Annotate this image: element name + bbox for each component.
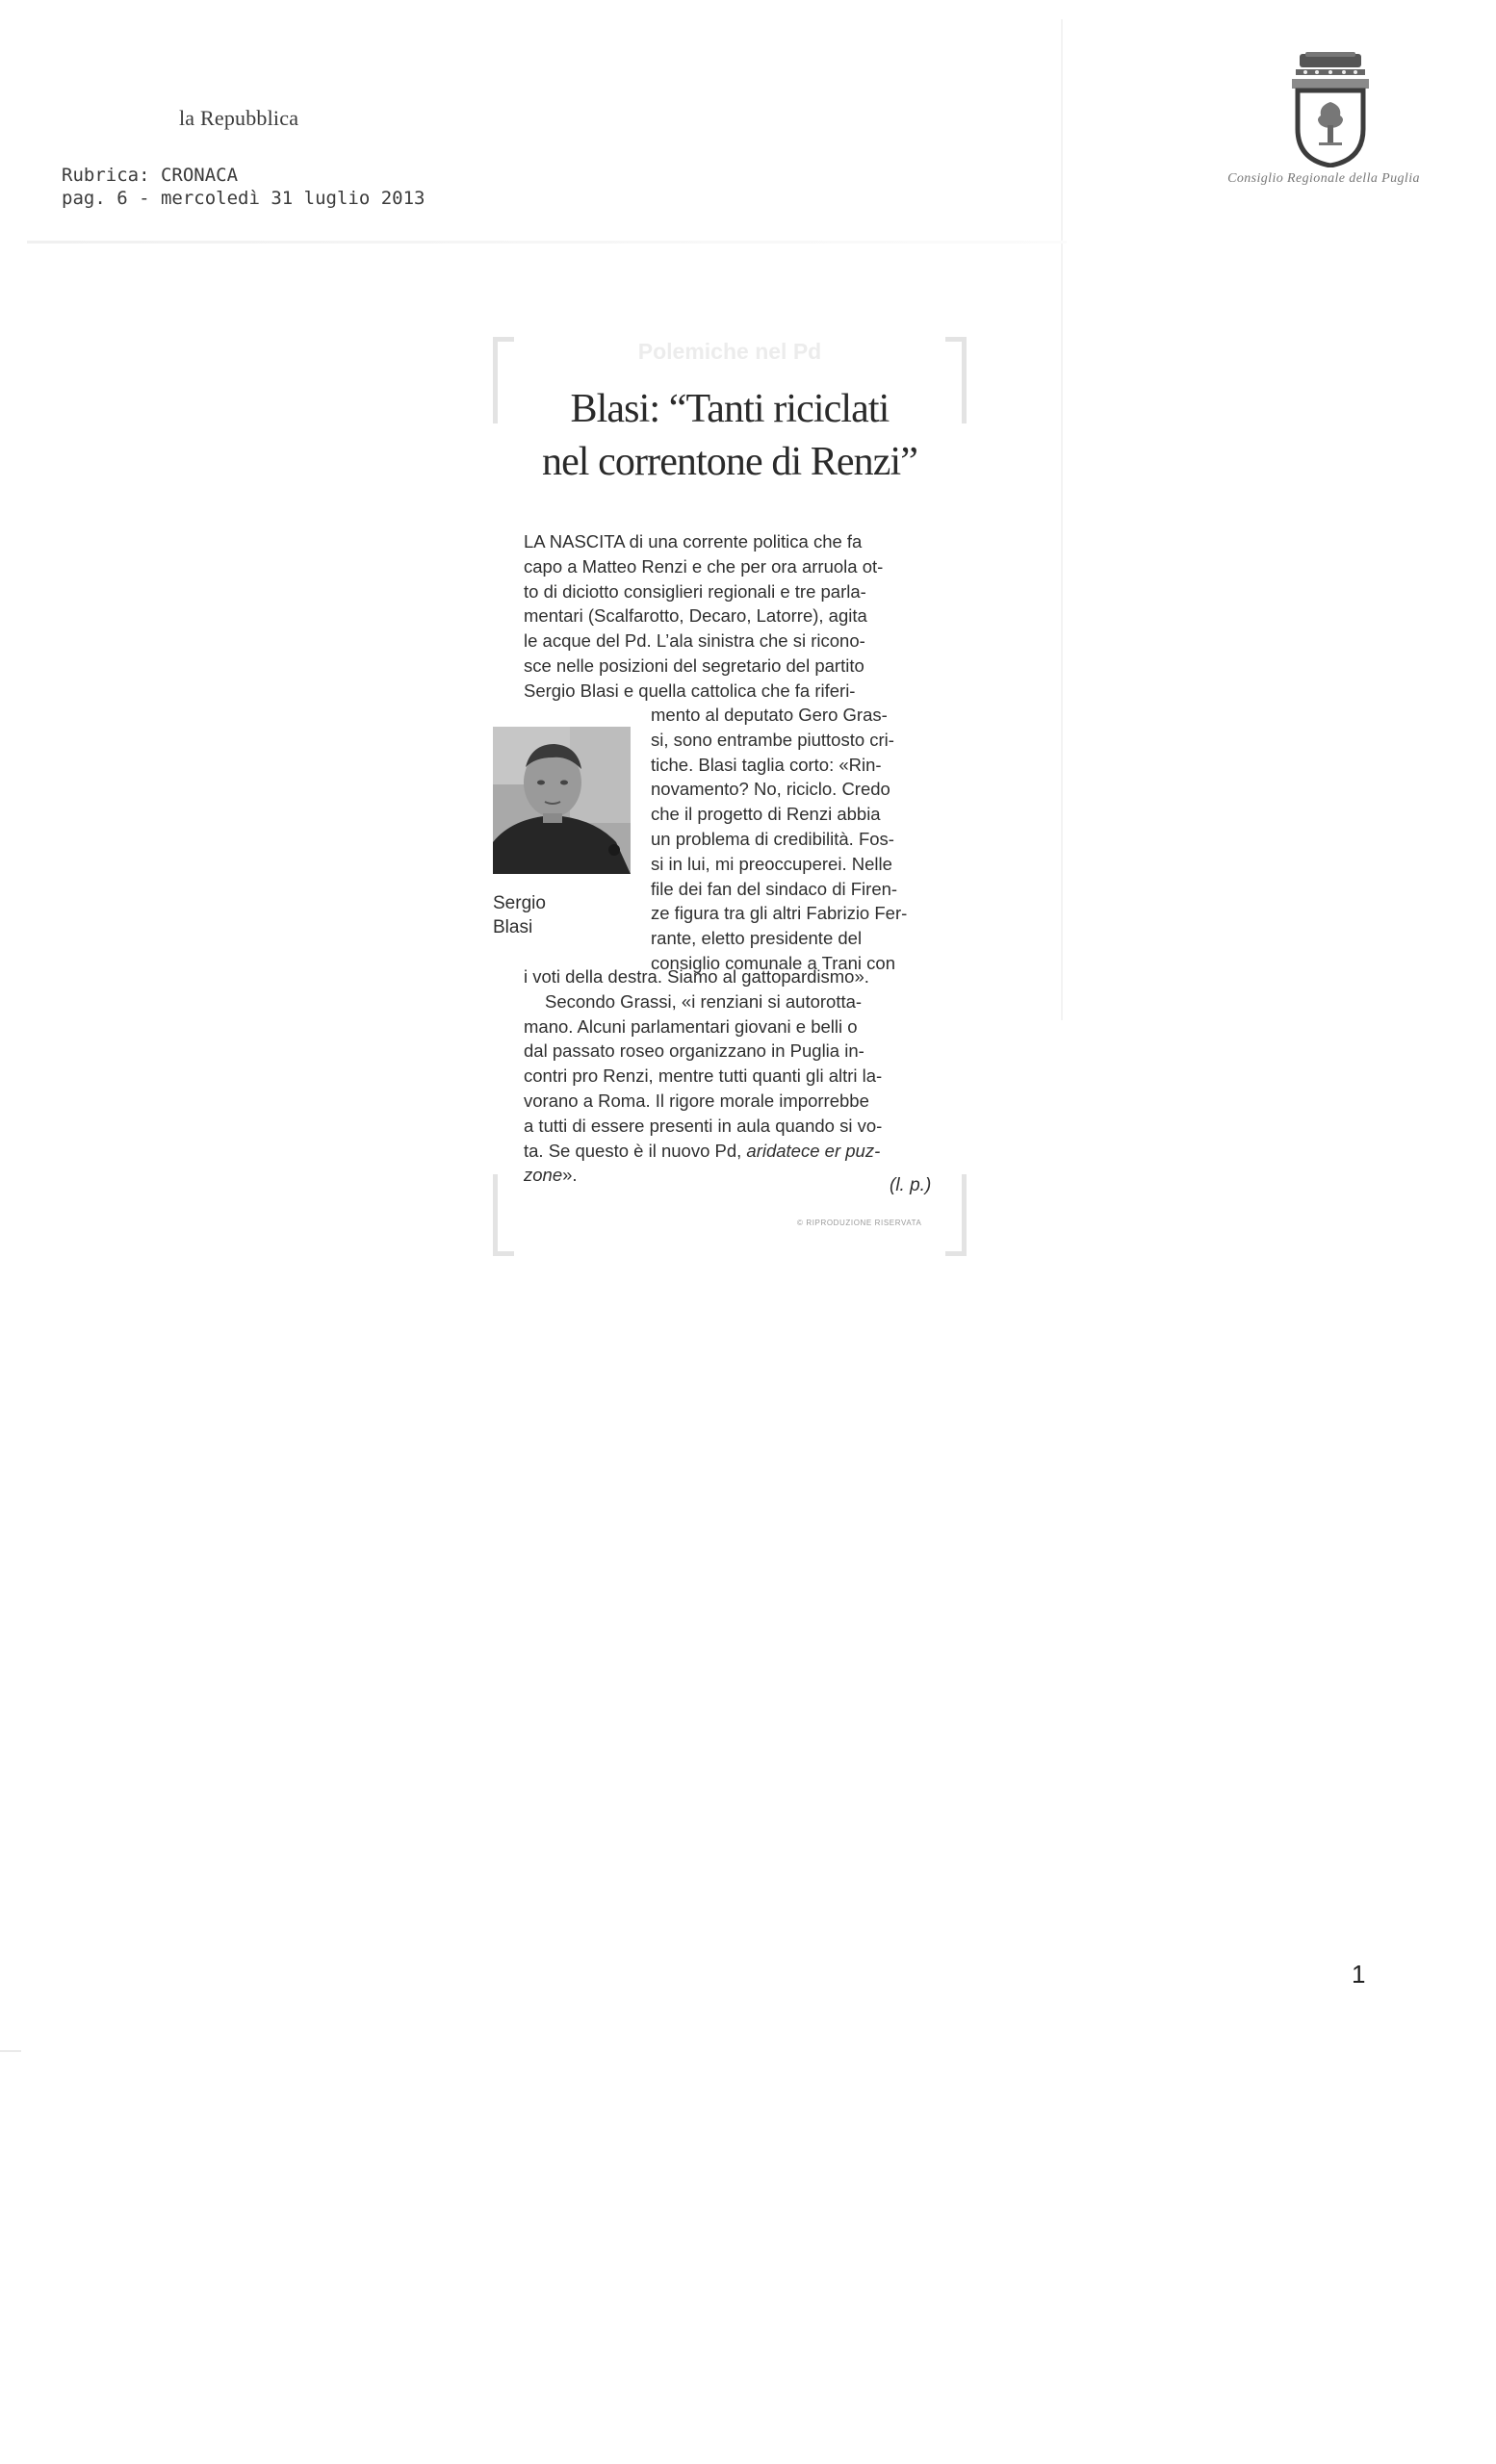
closing-quote: ». [562,1165,578,1186]
body-line: ze figura tra gli altri Fabrizio Fer- [651,903,908,924]
author-signature: (l. p.) [890,1175,932,1195]
body-line: sce nelle posizioni del segretario del partito [524,654,864,676]
body-line: un problema di credibilità. Fos- [651,828,894,849]
body-line: consiglio comunale a Trani con [651,952,896,973]
body-line: contri pro Renzi, mentre tutti quanti gli altri la- [524,1065,883,1087]
body-line: a tutti di essere presenti in aula quando si vo- [524,1115,883,1136]
body-line: Secondo Grassi, «i renziani si autorotta- [545,990,863,1012]
scan-edge [1061,19,1063,1020]
page-info: pag. 6 - mercoledì 31 luglio 2013 [62,188,426,209]
scan-edge [0,2050,21,2052]
body-line [524,1139,947,1164]
headline-line: nel correntone di Renzi” [541,440,918,484]
body-line: vorano a Roma. Il rigore morale imporrebbe [524,1090,869,1111]
rubrica-label: Rubrica: CRONACA [62,165,239,186]
body-line: Sergio Blasi e quella cattolica che fa riferi- [524,680,856,701]
body-line [524,1163,947,1188]
article-clipping [493,337,967,1256]
body-text-fragment: ta. Se questo è il nuovo Pd, [524,1140,747,1161]
headline-line: Blasi: “Tanti riciclati [570,387,890,431]
clip-corner-mark [962,1174,967,1251]
body-line: i voti della destra. Siamo al gattopardismo». [524,966,869,987]
body-line: to di diciotto consiglieri regionali e tre parla- [524,580,866,602]
header-divider [27,241,1067,244]
caption-line: Blasi [493,917,533,937]
article-body-top [524,529,947,704]
body-line: tiche. Blasi taglia corto: «Rin- [651,754,882,775]
article-kicker: Polemiche nel Pd [637,339,822,364]
article-headline [493,383,967,489]
italic-quote: zone [524,1165,563,1186]
body-line: mano. Alcuni parlamentari giovani e belli o [524,1015,858,1037]
body-line: si in lui, mi preoccuperei. Nelle [651,853,892,874]
italic-quote: aridatece er puz- [746,1140,881,1161]
body-line: LA NASCITA di una corrente politica che fa [524,531,863,552]
body-line: che il progetto di Renzi abbia [651,804,881,825]
body-line: mentari (Scalfarotto, Decaro, Latorre), agita [524,605,867,627]
body-line: si, sono entrambe piuttosto cri- [651,729,894,750]
copyright-notice: © RIPRODUZIONE RISERVATA [797,1219,922,1227]
clipping-meta [62,164,426,210]
page-number: 1 [1352,1960,1366,1989]
clip-corner-mark [945,1251,967,1256]
author-photo [493,727,631,874]
photo-caption [493,891,546,939]
clip-corner-mark [493,1174,498,1251]
body-line: rante, eletto presidente del [651,928,863,949]
council-crest-icon [1290,52,1371,167]
body-line: file dei fan del sindaco di Firen- [651,878,898,899]
council-logo-text: Consiglio Regionale della Puglia [1227,171,1420,186]
body-line: dal passato roseo organizzano in Puglia in- [524,1040,864,1062]
article-body-narrow [651,703,949,976]
portrait-image [493,727,631,874]
body-line: capo a Matteo Renzi e che per ora arruola ot- [524,555,884,577]
caption-line: Sergio [493,893,546,913]
body-line: novamento? No, riciclo. Credo [651,779,890,800]
clip-corner-mark [493,1251,514,1256]
newspaper-masthead: la Repubblica [179,106,299,130]
body-line: mento al deputato Gero Gras- [651,705,888,725]
body-line: le acque del Pd. L’ala sinistra che si ricono- [524,630,865,652]
article-body-bottom [524,964,947,1188]
